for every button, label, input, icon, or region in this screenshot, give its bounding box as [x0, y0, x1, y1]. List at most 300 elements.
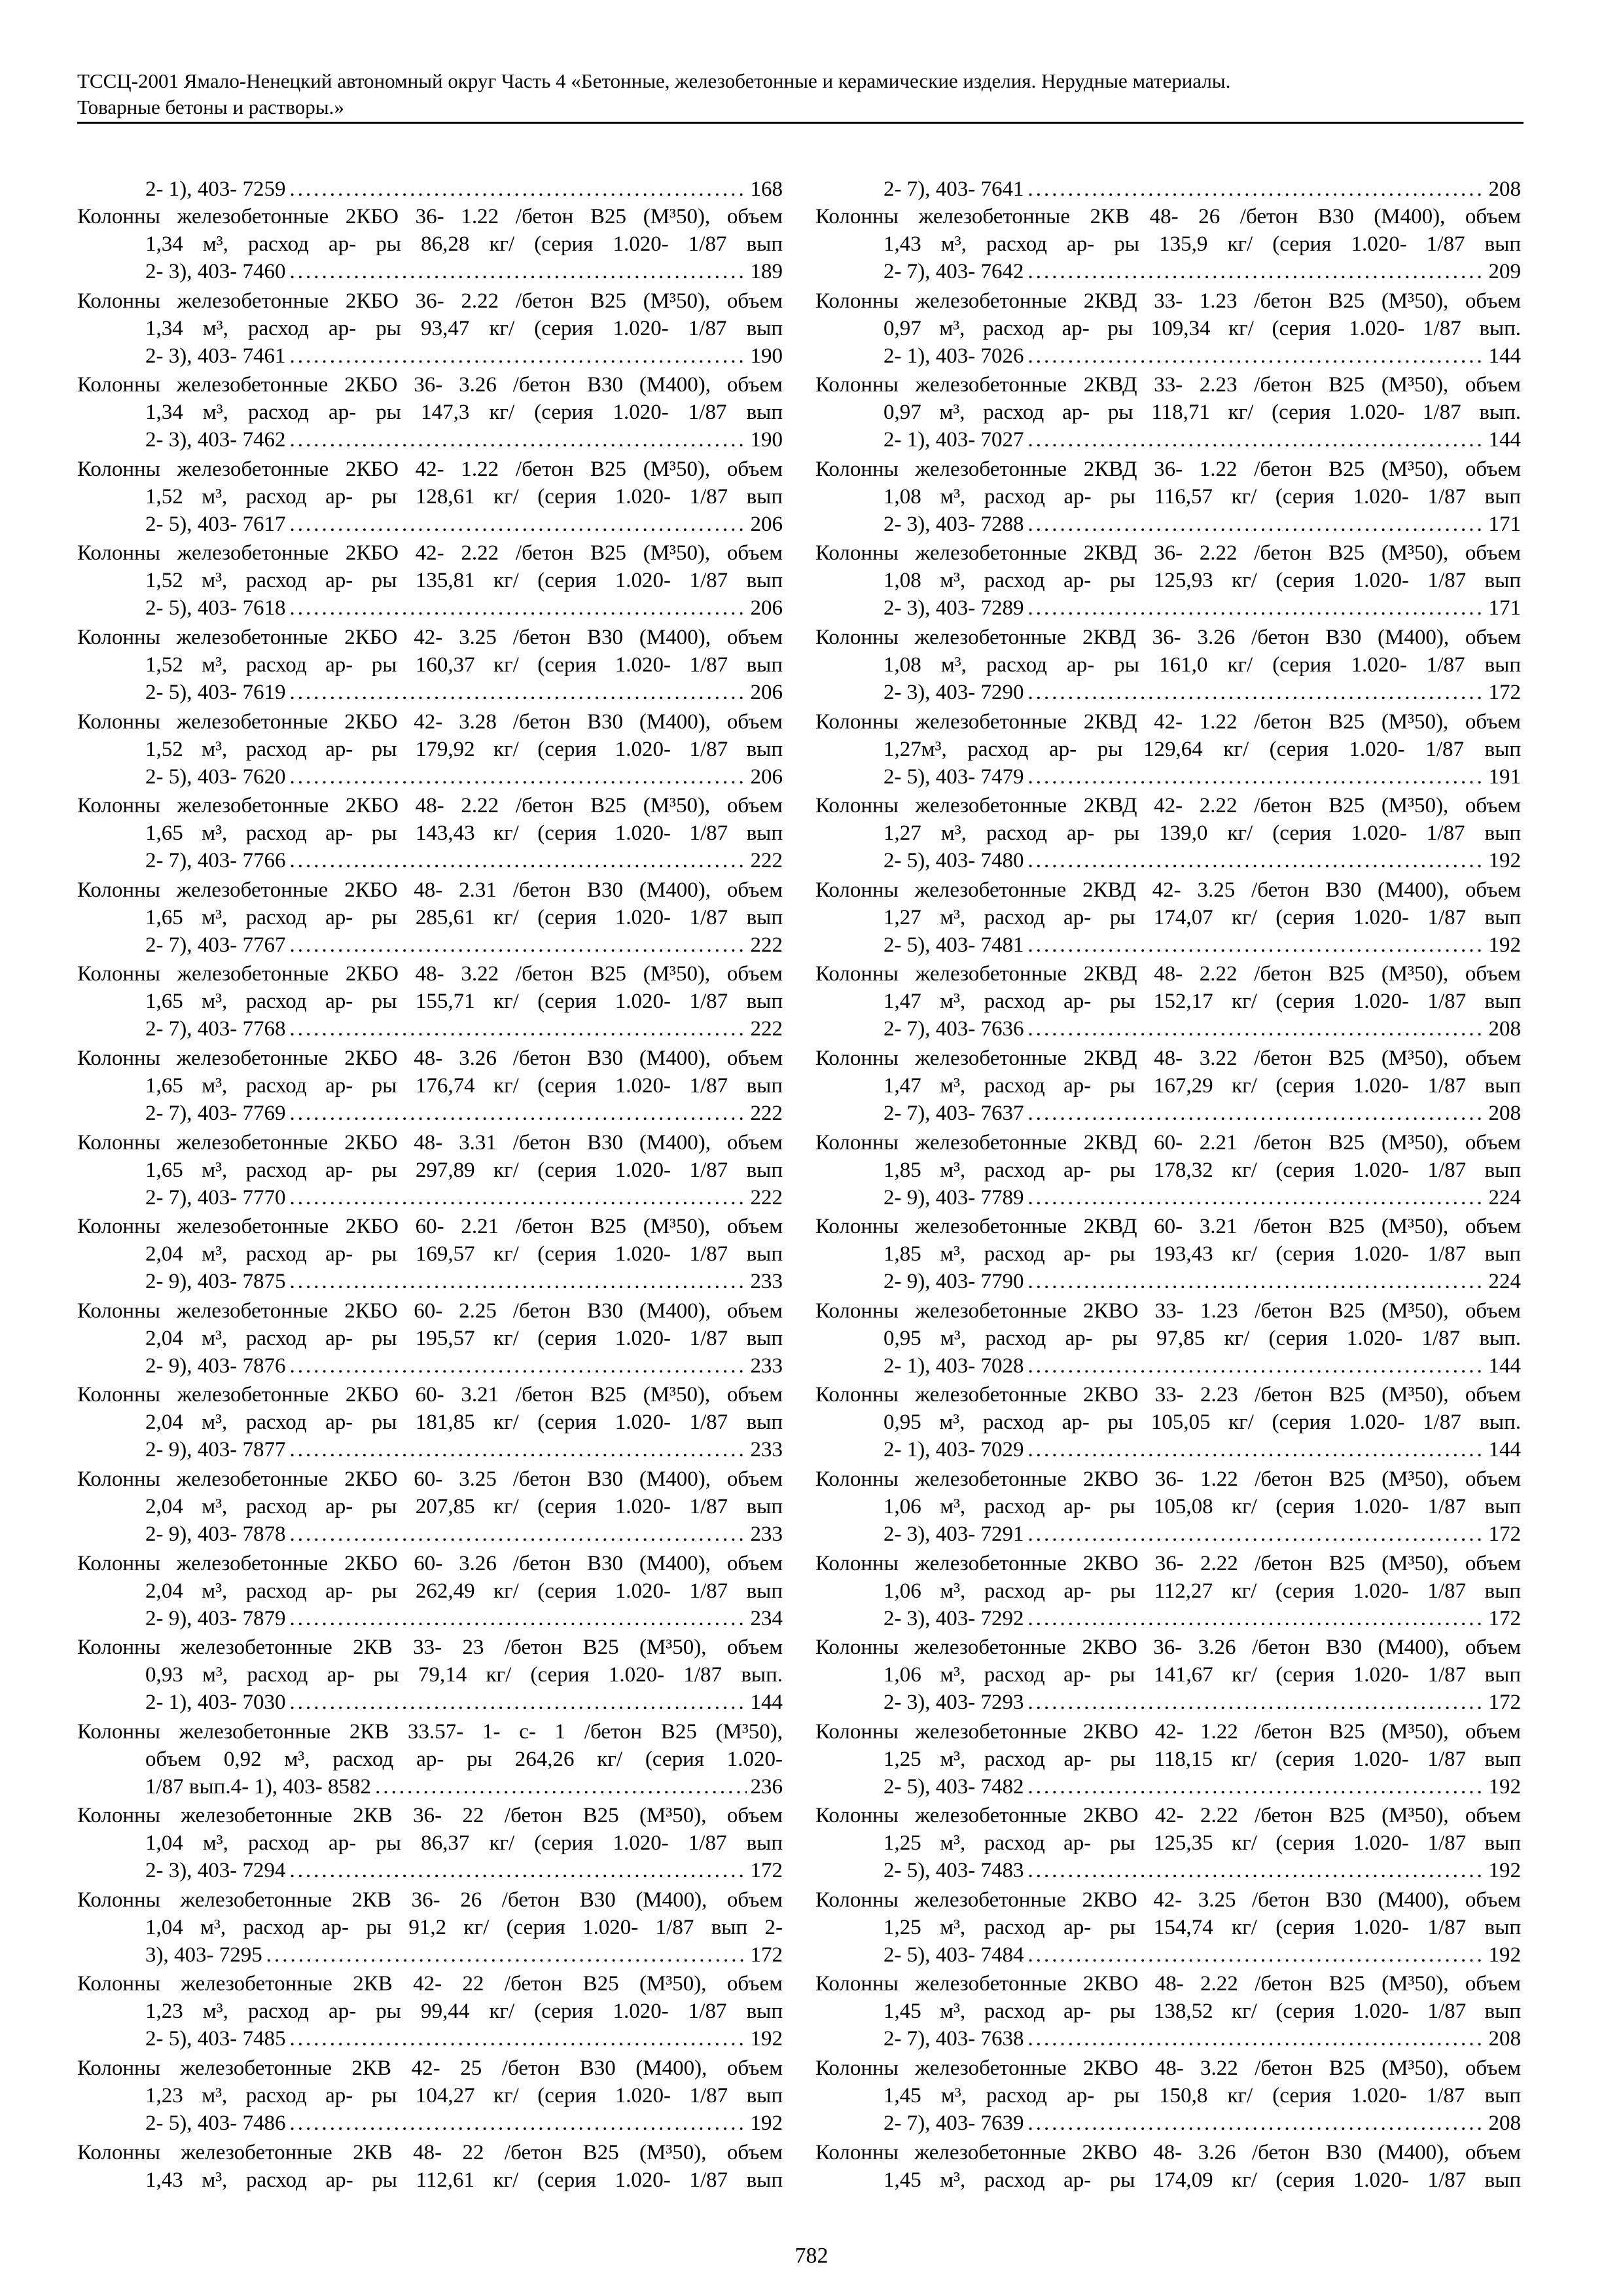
- dot-leader: [289, 763, 746, 791]
- entry-page-number: 208: [1488, 1101, 1521, 1125]
- dot-leader: [1027, 1184, 1484, 1211]
- dot-leader: [1027, 1100, 1484, 1127]
- dot-leader: [289, 1015, 746, 1043]
- header-line-1: ТССЦ-2001 Ямало-Ненецкий автономный округ Часть 4 «Бетонные, железобетонные и керамические изделия. Нерудные материалы.: [77, 69, 1231, 92]
- entry-ref: 2- 7), 403- 7642: [883, 260, 1024, 283]
- index-entry-line: 1,65 м³, расход ар- ры 155,71 кг/ (серия 1.020- 1/87 вып: [145, 990, 783, 1014]
- index-entry: [815, 287, 1521, 370]
- index-entry-tail-line: [77, 1605, 783, 1632]
- entry-ref: 2- 7), 403- 7768: [145, 1017, 286, 1041]
- entry-ref: 2- 7), 403- 7638: [883, 2027, 1024, 2051]
- index-entry: [815, 624, 1521, 706]
- index-entry-line: Колонны железобетонные 2КВО 36- 1.22 /бетон В25 (М³50), объем: [815, 1467, 1521, 1491]
- index-entry-tail-line: [77, 258, 783, 285]
- index-entry-tail-line: [815, 594, 1521, 622]
- index-entry-line: Колонны железобетонные 2КВ 48- 26 /бетон В30 (М400), объем: [815, 205, 1521, 228]
- index-entry-tail-line: [77, 594, 783, 622]
- entry-page-number: 144: [1488, 1438, 1521, 1462]
- index-entry: [77, 1634, 783, 1716]
- index-entry-line: 1,25 м³, расход ар- ры 118,15 кг/ (серия 1.020- 1/87 вып: [883, 1747, 1521, 1771]
- entry-page-number: 144: [750, 1691, 783, 1715]
- index-entry-tail-line: [77, 1941, 783, 1969]
- index-entry: [77, 1297, 783, 1380]
- index-entry: [77, 1970, 783, 2053]
- entry-page-number: 233: [750, 1522, 783, 1546]
- entry-page-number: 208: [1488, 2027, 1521, 2051]
- index-entry-line: 1,04 м³, расход ар- ры 91,2 кг/ (серия 1.020- 1/87 вып 2-: [145, 1915, 783, 1939]
- continued-entry-tail: [815, 175, 1521, 203]
- dot-leader: [1027, 258, 1484, 285]
- entry-ref: 2- 5), 403- 7620: [145, 764, 286, 789]
- index-entry-tail-line: [815, 1268, 1521, 1295]
- entry-page-number: 172: [1488, 1691, 1521, 1715]
- entry-ref: 2- 5), 403- 7617: [145, 512, 286, 536]
- index-entry-line: 1,08 м³, расход ар- ры 125,93 кг/ (серия 1.020- 1/87 вып: [883, 569, 1521, 593]
- index-entry-line: Колонны железобетонные 2КВО 42- 1.22 /бетон В25 (М³50), объем: [815, 1719, 1521, 1744]
- dot-leader: [289, 1689, 746, 1716]
- entry-page-number: 144: [1488, 344, 1521, 368]
- index-entry-line: 1,06 м³, расход ар- ры 112,27 кг/ (серия 1.020- 1/87 вып: [883, 1579, 1521, 1603]
- index-entry-line: 1,06 м³, расход ар- ры 141,67 кг/ (серия 1.020- 1/87 вып: [883, 1663, 1521, 1687]
- index-entry-tail-line: [815, 1773, 1521, 1801]
- index-entry-tail-line: [815, 2109, 1521, 2137]
- index-entry: [77, 539, 783, 622]
- entry-page-number: 206: [750, 764, 783, 789]
- entry-ref: 2- 7), 403- 7639: [883, 2111, 1024, 2136]
- index-entry: [77, 1045, 783, 1127]
- entry-ref: 2- 1), 403- 7027: [883, 428, 1024, 452]
- dot-leader: [1027, 1268, 1484, 1295]
- index-entry-line: 2,04 м³, расход ар- ры 181,85 кг/ (серия 1.020- 1/87 вып: [145, 1410, 783, 1435]
- entry-ref: 2- 5), 403- 7481: [883, 933, 1024, 957]
- entry-page-number: 144: [1488, 428, 1521, 452]
- index-entry-tail-line: [815, 1857, 1521, 1884]
- entry-page-number: 172: [1488, 680, 1521, 704]
- index-entry-line: 0,95 м³, расход ар- ры 105,05 кг/ (серия 1.020- 1/87 вып.: [883, 1410, 1521, 1435]
- entry-page-number: 192: [750, 2111, 783, 2136]
- entry-ref: 2- 5), 403- 7618: [145, 596, 286, 620]
- entry-ref: 2- 7), 403- 7637: [883, 1101, 1024, 1125]
- entry-page-number: 233: [750, 1438, 783, 1462]
- index-entry-tail-line: [815, 1352, 1521, 1380]
- dot-leader: [289, 1520, 746, 1548]
- index-entry: [77, 708, 783, 791]
- entry-page-number: 206: [750, 596, 783, 620]
- index-entry: [77, 2139, 783, 2194]
- index-entry-line: Колонны железобетонные 2КВО 33- 2.23 /бетон В25 (М³50), объем: [815, 1383, 1521, 1407]
- index-entry-line: 2,04 м³, расход ар- ры 169,57 кг/ (серия 1.020- 1/87 вып: [145, 1242, 783, 1266]
- index-entry-line: 1,45 м³, расход ар- ры 138,52 кг/ (серия 1.020- 1/87 вып: [883, 2000, 1521, 2024]
- index-entry-tail-line: [77, 2109, 783, 2137]
- index-entry-line: Колонны железобетонные 2КВД 33- 1.23 /бетон В25 (М³50), объем: [815, 289, 1521, 313]
- entry-page-number: 233: [750, 1354, 783, 1378]
- dot-leader: [1027, 511, 1484, 538]
- index-entry-tail-line: [815, 1436, 1521, 1463]
- index-entry-line: 1,27 м³, расход ар- ры 174,07 кг/ (серия 1.020- 1/87 вып: [883, 905, 1521, 929]
- index-entry: [815, 203, 1521, 285]
- index-entry-line: 1,04 м³, расход ар- ры 86,37 кг/ (серия 1.020- 1/87 вып: [145, 1831, 783, 1856]
- entry-ref: 2- 9), 403- 7876: [145, 1354, 286, 1378]
- index-entry-line: Колонны железобетонные 2КБО 60- 3.25 /бетон В30 (М400), объем: [77, 1467, 783, 1491]
- index-entry-line: 1,25 м³, расход ар- ры 125,35 кг/ (серия 1.020- 1/87 вып: [883, 1831, 1521, 1856]
- index-entry-tail-line: [815, 1941, 1521, 1969]
- dot-leader: [375, 1773, 746, 1801]
- index-entry: [77, 203, 783, 285]
- index-entry-tail-line: [77, 1268, 783, 1295]
- index-entry-line: 2,04 м³, расход ар- ры 207,85 кг/ (серия 1.020- 1/87 вып: [145, 1494, 783, 1518]
- index-entry-line: Колонны железобетонные 2КВ 33- 23 /бетон В25 (М³50), объем: [77, 1636, 783, 1660]
- entry-page-number: 189: [750, 260, 783, 283]
- index-entry-line: 0,95 м³, расход ар- ры 97,85 кг/ (серия 1.020- 1/87 вып.: [883, 1326, 1521, 1350]
- index-entry-tail-line: [77, 1015, 783, 1043]
- entry-page-number: 192: [1488, 1774, 1521, 1799]
- dot-leader: [1027, 175, 1484, 203]
- entry-ref: 2- 9), 403- 7878: [145, 1522, 286, 1546]
- index-entry-tail-line: [77, 2025, 783, 2053]
- index-entry: [815, 2139, 1521, 2194]
- dot-leader: [289, 931, 746, 959]
- dot-leader: [289, 2025, 746, 2053]
- entry-ref: 2- 5), 403- 7485: [145, 2027, 286, 2051]
- index-entry-line: Колонны железобетонные 2КВО 48- 2.22 /бетон В25 (М³50), объем: [815, 1972, 1521, 1996]
- dot-leader: [1027, 679, 1484, 706]
- index-entry-tail-line: [815, 1605, 1521, 1632]
- index-entry-tail-line: [77, 847, 783, 874]
- dot-leader: [1027, 594, 1484, 622]
- left-column: [77, 175, 783, 2195]
- dot-leader: [289, 511, 746, 538]
- entry-ref: 2- 5), 403- 7483: [883, 1859, 1024, 1883]
- entry-ref: 2- 9), 403- 7790: [883, 1270, 1024, 1294]
- page-header: [77, 68, 1524, 120]
- index-entry-line: 1,08 м³, расход ар- ры 161,0 кг/ (серия 1.020- 1/87 вып: [883, 653, 1521, 677]
- index-entry: [77, 1718, 783, 1801]
- entry-ref: 2- 3), 403- 7292: [883, 1606, 1024, 1630]
- index-entry-line: Колонны железобетонные 2КВ 42- 22 /бетон В25 (М³50), объем: [77, 1972, 783, 1996]
- index-entry-tail-line: [815, 426, 1521, 454]
- dot-leader: [289, 1605, 746, 1632]
- index-entry-line: 1,52 м³, расход ар- ры 160,37 кг/ (серия 1.020- 1/87 вып: [145, 653, 783, 677]
- entry-ref: 2- 9), 403- 7789: [883, 1185, 1024, 1210]
- dot-leader: [1027, 426, 1484, 454]
- index-entry-line: Колонны железобетонные 2КВ 42- 25 /бетон В30 (М400), объем: [77, 2056, 783, 2081]
- index-entry-line: Колонны железобетонные 2КВО 42- 2.22 /бетон В25 (М³50), объем: [815, 1804, 1521, 1828]
- index-entry-line: Колонны железобетонные 2КБО 42- 2.22 /бетон В25 (М³50), объем: [77, 541, 783, 565]
- entry-ref: 2- 3), 403- 7462: [145, 428, 286, 452]
- dot-leader: [289, 258, 746, 285]
- entry-page-number: 222: [750, 1017, 783, 1041]
- entry-page-number: 222: [750, 1185, 783, 1210]
- entry-page-number: 144: [1488, 1354, 1521, 1378]
- entry-ref: 2- 7), 403- 7641: [883, 177, 1024, 201]
- index-entry-line: Колонны железобетонные 2КБО 48- 3.31 /бетон В30 (М400), объем: [77, 1130, 783, 1155]
- dot-leader: [289, 679, 746, 706]
- index-entry-tail-line: [77, 426, 783, 454]
- entry-page-number: 190: [750, 428, 783, 452]
- entry-ref: 2- 7), 403- 7767: [145, 933, 286, 957]
- index-entry: [815, 2054, 1521, 2137]
- index-entry: [815, 371, 1521, 454]
- index-entry: [77, 1886, 783, 1969]
- entry-ref: 2- 3), 403- 7290: [883, 680, 1024, 704]
- entry-page-number: 206: [750, 512, 783, 536]
- entry-page-number: 236: [750, 1774, 783, 1799]
- index-entry-line: Колонны железобетонные 2КБО 36- 2.22 /бетон В25 (М³50), объем: [77, 289, 783, 313]
- dot-leader: [289, 1857, 746, 1884]
- entry-ref: 2- 1), 403- 7030: [145, 1691, 286, 1715]
- dot-leader: [1027, 847, 1484, 874]
- index-entry-tail-line: [77, 1773, 783, 1801]
- entry-ref: 2- 9), 403- 7879: [145, 1606, 286, 1630]
- index-entry-line: 0,97 м³, расход ар- ры 109,34 кг/ (серия 1.020- 1/87 вып.: [883, 316, 1521, 340]
- right-column: [815, 175, 1521, 2195]
- entry-ref: 2- 7), 403- 7769: [145, 1101, 286, 1125]
- index-entry-tail-line: [815, 679, 1521, 706]
- index-entry: [815, 1550, 1521, 1632]
- index-entry-line: 1,85 м³, расход ар- ры 178,32 кг/ (серия 1.020- 1/87 вып: [883, 1158, 1521, 1182]
- index-entry: [77, 1802, 783, 1884]
- entry-ref: 2- 3), 403- 7288: [883, 512, 1024, 536]
- entry-ref: 2- 7), 403- 7770: [145, 1185, 286, 1210]
- index-entry-line: Колонны железобетонные 2КБО 48- 3.22 /бетон В25 (М³50), объем: [77, 962, 783, 986]
- index-entry-tail-line: [77, 1100, 783, 1127]
- index-entry-line: Колонны железобетонные 2КВД 48- 2.22 /бетон В25 (М³50), объем: [815, 962, 1521, 986]
- dot-leader: [289, 594, 746, 622]
- index-entry-tail-line: [815, 1689, 1521, 1716]
- index-entry-tail-line: [815, 763, 1521, 791]
- index-entry-line: 2,04 м³, расход ар- ры 262,49 кг/ (серия 1.020- 1/87 вып: [145, 1579, 783, 1603]
- entry-page-number: 168: [750, 177, 783, 201]
- entry-page-number: 172: [750, 1859, 783, 1883]
- index-entry-line: Колонны железобетонные 2КВД 36- 2.22 /бетон В25 (М³50), объем: [815, 541, 1521, 565]
- index-entry-line: Колонны железобетонные 2КВД 60- 3.21 /бетон В25 (М³50), объем: [815, 1215, 1521, 1239]
- entry-page-number: 209: [1488, 260, 1521, 283]
- index-entry-line: Колонны железобетонные 2КВД 33- 2.23 /бетон В25 (М³50), объем: [815, 373, 1521, 397]
- index-entry: [815, 792, 1521, 874]
- index-entry-line: Колонны железобетонные 2КБО 42- 3.28 /бетон В30 (М400), объем: [77, 709, 783, 734]
- dot-leader: [1027, 342, 1484, 370]
- index-entry: [77, 456, 783, 538]
- index-entry-line: 1,27 м³, расход ар- ры 139,0 кг/ (серия 1.020- 1/87 вып: [883, 821, 1521, 846]
- dot-leader: [1027, 1520, 1484, 1548]
- index-entry-tail-line: [77, 679, 783, 706]
- entry-ref: 2- 1), 403- 7259: [145, 177, 286, 201]
- entry-page-number: 190: [750, 344, 783, 368]
- index-entry-tail-line: [77, 1520, 783, 1548]
- index-entry-tail-line: [77, 763, 783, 791]
- index-entry: [77, 1550, 783, 1632]
- index-entry: [815, 1045, 1521, 1127]
- index-entry-line: 1,47 м³, расход ар- ры 167,29 кг/ (серия 1.020- 1/87 вып: [883, 1073, 1521, 1098]
- dot-leader: [1027, 1689, 1484, 1716]
- index-entry-line: 1,23 м³, расход ар- ры 104,27 кг/ (серия 1.020- 1/87 вып: [145, 2084, 783, 2108]
- index-entry-tail-line: [77, 1184, 783, 1211]
- index-entry-line: 1,65 м³, расход ар- ры 176,74 кг/ (серия 1.020- 1/87 вып: [145, 1073, 783, 1098]
- index-entry: [77, 1129, 783, 1211]
- index-entry: [815, 1634, 1521, 1716]
- index-entry-tail-line: [815, 847, 1521, 874]
- index-entry-tail-line: [815, 931, 1521, 959]
- index-entry-line: Колонны железобетонные 2КВ 36- 22 /бетон В25 (М³50), объем: [77, 1804, 783, 1828]
- entry-ref: 2- 3), 403- 7291: [883, 1522, 1024, 1546]
- dot-leader: [289, 1436, 746, 1463]
- entry-ref: 2- 5), 403- 7479: [883, 764, 1024, 789]
- index-entry-line: 1,43 м³, расход ар- ры 135,9 кг/ (серия 1.020- 1/87 вып: [883, 232, 1521, 256]
- index-entry: [77, 624, 783, 706]
- index-entry-line: 1,65 м³, расход ар- ры 143,43 кг/ (серия 1.020- 1/87 вып: [145, 821, 783, 846]
- index-entry: [815, 456, 1521, 538]
- index-entry-line: Колонны железобетонные 2КВД 60- 2.21 /бетон В25 (М³50), объем: [815, 1130, 1521, 1155]
- entry-ref: 2- 7), 403- 7636: [883, 1017, 1024, 1041]
- index-entry: [815, 1297, 1521, 1380]
- entry-page-number: 234: [750, 1606, 783, 1630]
- entry-page-number: 172: [750, 1943, 783, 1967]
- entry-ref: 2- 5), 403- 7486: [145, 2111, 286, 2136]
- entry-page-number: 222: [750, 1101, 783, 1125]
- dot-leader: [1027, 1773, 1484, 1801]
- dot-leader: [289, 175, 746, 203]
- index-entry-line: Колонны железобетонные 2КБО 60- 2.21 /бетон В25 (М³50), объем: [77, 1215, 783, 1239]
- header-rule: [77, 122, 1524, 124]
- index-entry-line: Колонны железобетонные 2КВО 36- 3.26 /бетон В30 (М400), объем: [815, 1636, 1521, 1660]
- index-entry-tail-line: [815, 1184, 1521, 1211]
- index-entry-tail-line: [815, 342, 1521, 370]
- index-entry-line: 1,45 м³, расход ар- ры 174,09 кг/ (серия 1.020- 1/87 вып: [883, 2168, 1521, 2192]
- entry-page-number: 192: [750, 2027, 783, 2051]
- index-entry: [815, 1213, 1521, 1295]
- index-entry-line: Колонны железобетонные 2КБО 60- 3.21 /бетон В25 (М³50), объем: [77, 1383, 783, 1407]
- entry-page-number: 206: [750, 680, 783, 704]
- dot-leader: [1027, 1436, 1484, 1463]
- entry-page-number: 208: [1488, 177, 1521, 201]
- entry-page-number: 172: [1488, 1606, 1521, 1630]
- index-entry-line: Колонны железобетонные 2КБО 42- 3.25 /бетон В30 (М400), объем: [77, 625, 783, 649]
- index-entry-line: Колонны железобетонные 2КВД 42- 1.22 /бетон В25 (М³50), объем: [815, 709, 1521, 734]
- entry-ref: 1/87 вып.4- 1), 403- 8582: [145, 1774, 372, 1799]
- entry-page-number: 191: [1488, 764, 1521, 789]
- index-entry-line: Колонны железобетонные 2КВД 42- 2.22 /бетон В25 (М³50), объем: [815, 794, 1521, 818]
- dot-leader: [1027, 1857, 1484, 1884]
- dot-leader: [1027, 1941, 1484, 1969]
- entry-page-number: 222: [750, 849, 783, 873]
- dot-leader: [289, 1268, 746, 1295]
- index-entry: [815, 1802, 1521, 1884]
- entry-page-number: 233: [750, 1270, 783, 1294]
- entry-ref: 2- 9), 403- 7875: [145, 1270, 286, 1294]
- index-entry-line: объем 0,92 м³, расход ар- ры 264,26 кг/ (серия 1.020-: [145, 1747, 783, 1771]
- dot-leader: [1027, 1605, 1484, 1632]
- index-entry-tail-line: [815, 1100, 1521, 1127]
- index-entry-line: Колонны железобетонные 2КБО 60- 3.26 /бетон В30 (М400), объем: [77, 1551, 783, 1575]
- entry-ref: 2- 3), 403- 7461: [145, 344, 286, 368]
- index-entry-line: Колонны железобетонные 2КВ 33.57- 1- с- 1 /бетон В25 (М³50),: [77, 1719, 783, 1744]
- entry-page-number: 208: [1488, 1017, 1521, 1041]
- index-entry-tail-line: [815, 2025, 1521, 2053]
- entry-page-number: 222: [750, 933, 783, 957]
- dot-leader: [289, 426, 746, 454]
- index-entry-line: Колонны железобетонные 2КВ 36- 26 /бетон В30 (М400), объем: [77, 1888, 783, 1912]
- index-entry-line: Колонны железобетонные 2КБО 42- 1.22 /бетон В25 (М³50), объем: [77, 457, 783, 481]
- dot-leader: [289, 2109, 746, 2137]
- index-entry-line: Колонны железобетонные 2КВД 48- 3.22 /бетон В25 (М³50), объем: [815, 1046, 1521, 1070]
- index-entry: [77, 792, 783, 874]
- index-entry: [77, 371, 783, 454]
- index-entry-line: 1,34 м³, расход ар- ры 147,3 кг/ (серия 1.020- 1/87 вып: [145, 401, 783, 425]
- index-entry: [77, 1465, 783, 1548]
- index-entry-line: 1,27м³, расход ар- ры 129,64 кг/ (серия 1.020- 1/87 вып: [883, 737, 1521, 761]
- index-entry: [77, 2054, 783, 2137]
- entry-ref: 2- 3), 403- 7289: [883, 596, 1024, 620]
- dot-leader: [289, 1352, 746, 1380]
- entry-page-number: 192: [1488, 1943, 1521, 1967]
- index-entry-line: Колонны железобетонные 2КБО 48- 3.26 /бетон В30 (М400), объем: [77, 1046, 783, 1070]
- index-entry-line: 1,23 м³, расход ар- ры 99,44 кг/ (серия 1.020- 1/87 вып: [145, 2000, 783, 2024]
- index-entry-line: 1,45 м³, расход ар- ры 150,8 кг/ (серия 1.020- 1/87 вып: [883, 2084, 1521, 2108]
- entry-ref: 2- 3), 403- 7460: [145, 260, 286, 283]
- index-entry-tail-line: [77, 1352, 783, 1380]
- dot-leader: [266, 1941, 747, 1969]
- index-entry: [77, 1213, 783, 1295]
- dot-leader: [1027, 1015, 1484, 1043]
- dot-leader: [289, 1100, 746, 1127]
- index-entry-line: Колонны железобетонные 2КВО 48- 3.22 /бетон В25 (М³50), объем: [815, 2056, 1521, 2081]
- index-entry-line: 1,43 м³, расход ар- ры 112,61 кг/ (серия 1.020- 1/87 вып: [145, 2168, 783, 2192]
- dot-leader: [1027, 763, 1484, 791]
- entry-page-number: 224: [1488, 1185, 1521, 1210]
- entry-page-number: 224: [1488, 1270, 1521, 1294]
- index-entry: [815, 960, 1521, 1043]
- dot-leader: [1027, 1352, 1484, 1380]
- index-entry-line: 1,65 м³, расход ар- ры 297,89 кг/ (серия 1.020- 1/87 вып: [145, 1158, 783, 1182]
- entry-ref: 2- 5), 403- 7480: [883, 849, 1024, 873]
- index-entry-line: 1,06 м³, расход ар- ры 105,08 кг/ (серия 1.020- 1/87 вып: [883, 1494, 1521, 1518]
- index-entry-tail-line: [77, 931, 783, 959]
- index-entry-tail-line: [77, 511, 783, 538]
- index-entry-line: 0,97 м³, расход ар- ры 118,71 кг/ (серия 1.020- 1/87 вып.: [883, 401, 1521, 425]
- entry-ref: 2- 5), 403- 7619: [145, 680, 286, 704]
- index-entry: [815, 1886, 1521, 1969]
- entry-page-number: 171: [1488, 596, 1521, 620]
- entry-ref: 2- 1), 403- 7029: [883, 1438, 1024, 1462]
- index-entry: [815, 1970, 1521, 2053]
- index-entry-line: Колонны железобетонные 2КВД 36- 3.26 /бетон В30 (М400), объем: [815, 625, 1521, 649]
- index-entry-line: 1,52 м³, расход ар- ры 179,92 кг/ (серия 1.020- 1/87 вып: [145, 737, 783, 761]
- entry-ref: 2- 3), 403- 7294: [145, 1859, 286, 1883]
- continued-entry-tail: [77, 175, 783, 203]
- entry-ref: 2- 1), 403- 7026: [883, 344, 1024, 368]
- index-entry-line: Колонны железобетонные 2КВО 42- 3.25 /бетон В30 (М400), объем: [815, 1888, 1521, 1912]
- dot-leader: [289, 342, 746, 370]
- entry-ref: 2- 5), 403- 7482: [883, 1774, 1024, 1799]
- dot-leader: [289, 1184, 746, 1211]
- index-entry-line: Колонны железобетонные 2КВО 36- 2.22 /бетон В25 (М³50), объем: [815, 1551, 1521, 1575]
- index-entry-line: 1,25 м³, расход ар- ры 154,74 кг/ (серия 1.020- 1/87 вып: [883, 1915, 1521, 1939]
- entry-ref: 2- 7), 403- 7766: [145, 849, 286, 873]
- entry-ref: 2- 9), 403- 7877: [145, 1438, 286, 1462]
- entry-ref: 2- 3), 403- 7293: [883, 1691, 1024, 1715]
- index-entry-line: Колонны железобетонные 2КБО 36- 3.26 /бетон В30 (М400), объем: [77, 373, 783, 397]
- index-entry: [815, 1465, 1521, 1548]
- entry-page-number: 192: [1488, 1859, 1521, 1883]
- index-entry-tail-line: [815, 258, 1521, 285]
- index-entry: [815, 876, 1521, 959]
- index-entry-tail-line: [77, 1436, 783, 1463]
- dot-leader: [289, 847, 746, 874]
- index-entry-line: 1,65 м³, расход ар- ры 285,61 кг/ (серия 1.020- 1/87 вып: [145, 905, 783, 929]
- index-entry-line: 1,47 м³, расход ар- ры 152,17 кг/ (серия 1.020- 1/87 вып: [883, 990, 1521, 1014]
- entry-page-number: 192: [1488, 933, 1521, 957]
- entry-ref: 3), 403- 7295: [145, 1943, 262, 1967]
